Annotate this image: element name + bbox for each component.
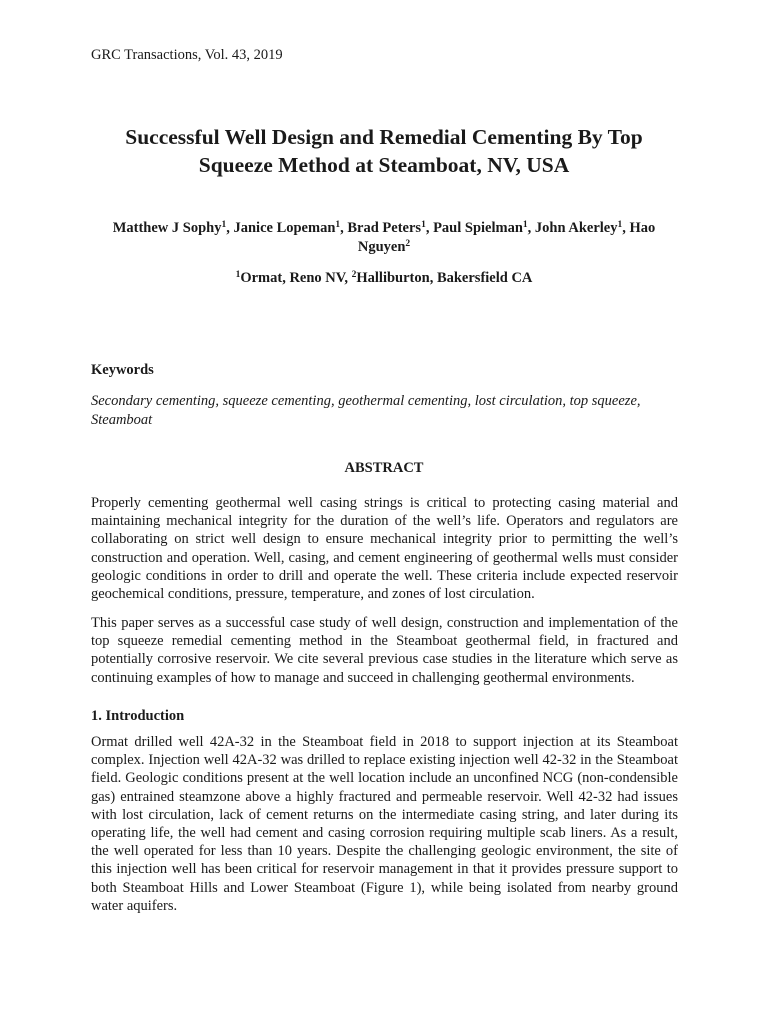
affiliation-text: Halliburton, Bakersfield CA <box>356 270 533 286</box>
author-name: Brad Peters <box>347 220 422 236</box>
author-separator: , <box>340 220 348 236</box>
author-name: John Akerley <box>534 220 618 236</box>
affiliation-mark: 2 <box>351 270 357 280</box>
author-separator: , <box>425 220 434 236</box>
affiliation-list <box>91 269 677 288</box>
author <box>233 220 347 236</box>
abstract-paragraph-1: Properly cementing geothermal well casing strings is critical to protecting casing material and maintaining mechanical integrity for the duration of the well’s life. Operators and regulators are collaborating on strict well design to ensure mechanical integrity prior to permitting the well’s construction and operation. Well, casing, and cement engineering of geothermal wells must consider geologic conditions in order to drill and operate the well. These criteria include expected reservoir geochemical conditions, pressure, temperature, and zones of lost circulation. <box>91 495 678 603</box>
author <box>113 220 234 236</box>
author <box>433 220 535 236</box>
author-affiliation-mark: 1 <box>522 220 528 230</box>
author <box>535 220 630 236</box>
author <box>347 220 433 236</box>
affiliation-mark: 1 <box>235 270 241 280</box>
paper-title <box>60 123 708 179</box>
author-affiliation-mark: 2 <box>405 239 411 249</box>
author-affiliation-mark: 1 <box>335 220 341 230</box>
author-affiliation-mark: 1 <box>221 220 227 230</box>
author-affiliation-mark: 1 <box>421 220 426 230</box>
abstract-heading: ABSTRACT <box>344 460 424 476</box>
author-name: Matthew J Sophy <box>112 220 222 236</box>
title-line-2: Squeeze Method at Steamboat, NV, USA <box>198 153 570 177</box>
author-name: Janice Lopeman <box>233 220 336 236</box>
keywords-text: Secondary cementing, squeeze cementing, geothermal cementing, lost circulation, top squeeze, Steamboat <box>91 393 641 428</box>
keywords-heading: Keywords <box>91 362 154 378</box>
author-separator: , <box>527 220 535 236</box>
abstract-paragraph-2: This paper serves as a successful case study of well design, construction and implementation of the top squeeze remedial cementing method in the Steamboat geothermal field, in fractured and potentially corrosive reservoir. We cite several previous case studies in the literature which serve as continuing examples of how to manage and succeed in challenging geothermal environments. <box>91 615 678 686</box>
affiliation-text: Ormat, Reno NV, <box>240 270 352 286</box>
introduction-paragraph-1: Ormat drilled well 42A-32 in the Steamboat field in 2018 to support injection at its Steamboat complex. Injection well 42A-32 was drilled to replace existing injection well 42-32 in the Steamboat field. Geologic conditions present at the well location include an unconfined NCG (non-condensible gas) entrained steamzone above a highly fractured and permeable reservoir. Well 42-32 had issues with lost circulation, lack of cement returns on the intermediate casing string, and later during its operating life, the well had cement and casing corrosion requiring multiple scab liners. As a result, the well operated for less than 10 years. Despite the challenging geologic environment, the site of this injection well has been critical for reservoir management in that it provides pressure support to both Steamboat Hills and Lower Steamboat (Figure 1), while being isolated from nearby ground water aquifers. <box>91 734 678 914</box>
author-separator: , <box>226 220 234 236</box>
author-list <box>91 219 677 257</box>
author-name: Hao Nguyen <box>357 220 656 255</box>
journal-header: GRC Transactions, Vol. 43, 2019 <box>91 47 283 63</box>
introduction-heading: 1. Introduction <box>91 708 185 724</box>
author-name: Paul Spielman <box>433 220 523 236</box>
author-separator: , <box>622 220 630 236</box>
title-line-1: Successful Well Design and Remedial Cementing By Top <box>125 125 643 149</box>
author-affiliation-mark: 1 <box>617 220 623 230</box>
